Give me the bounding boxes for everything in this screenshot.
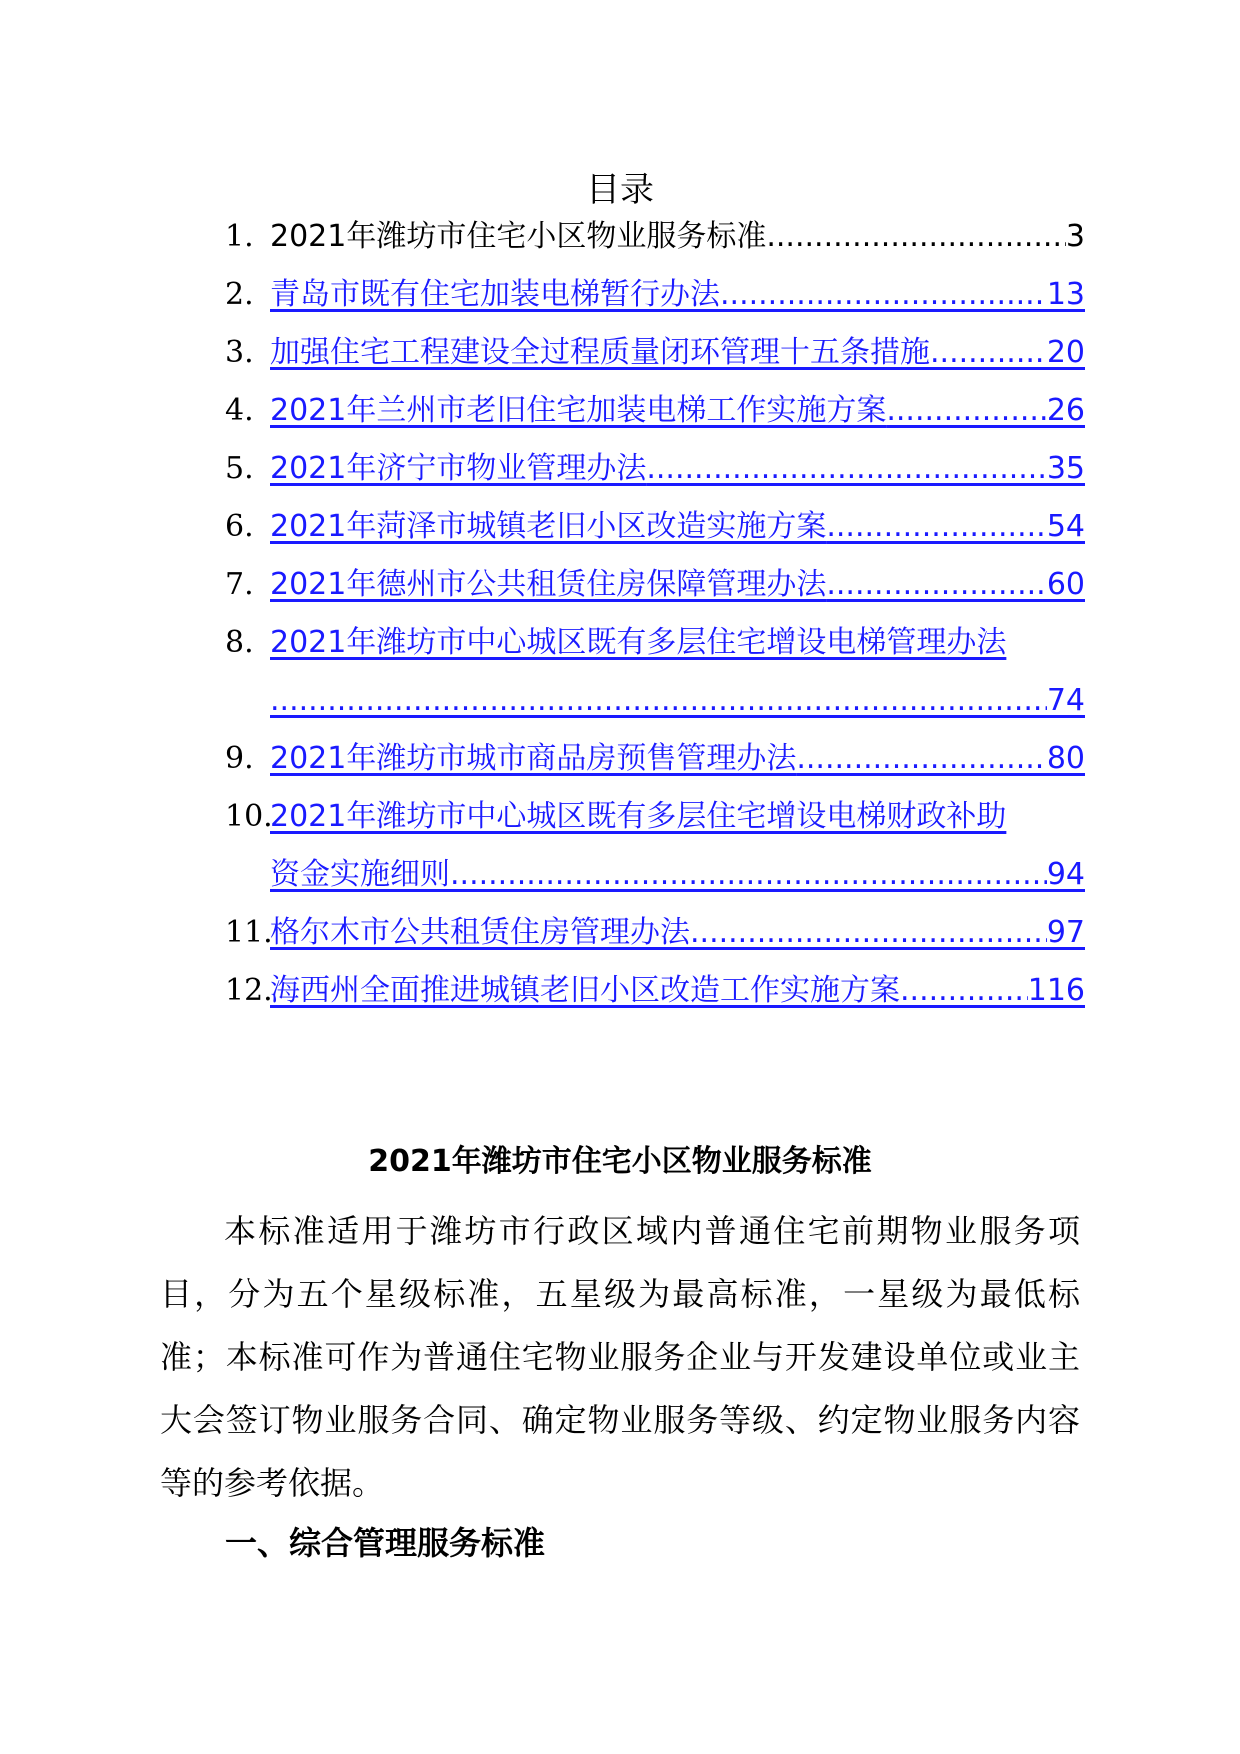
toc-link-continuation[interactable] [270,850,1085,900]
toc-item-number: 10. [225,799,273,834]
toc-entry-text: 2021年潍坊市城市商品房预售管理办法 [270,741,797,776]
toc-page-number: 54 [1046,509,1085,544]
toc-entry-text: 2021年潍坊市中心城区既有多层住宅增设电梯财政补助 [270,799,1007,834]
toc-leader-dots [646,444,1046,494]
section-heading: 一、综合管理服务标准 [225,1524,546,1562]
toc-page-number: 20 [1046,335,1085,370]
toc-link[interactable] [270,966,1085,1016]
toc-entry-text: 2021年潍坊市住宅小区物业服务标准 [270,219,767,254]
toc-entry-text: 2021年济宁市物业管理办法 [270,451,647,486]
toc-entry-text: 加强住宅工程建设全过程质量闭环管理十五条措施 [270,335,930,370]
toc-entry[interactable] [270,212,1085,262]
toc-item-number: 3. [225,335,254,370]
toc-leader-dots [826,560,1046,610]
toc-entry-text: 2021年潍坊市中心城区既有多层住宅增设电梯管理办法 [270,625,1007,660]
toc-link[interactable] [270,270,1085,320]
toc-entry-text: 资金实施细则 [270,857,450,892]
toc-leader-dots [270,676,1047,726]
toc-link[interactable] [270,734,1085,784]
toc-link[interactable] [270,502,1085,552]
toc-page-number: 74 [1046,683,1085,718]
toc-item[interactable] [225,792,1085,852]
toc-item[interactable] [225,386,1085,446]
toc-link[interactable] [270,444,1085,494]
toc-link[interactable] [270,386,1085,436]
toc-item[interactable] [225,618,1085,678]
toc-item-number: 11. [225,915,273,950]
toc-page-number: 13 [1046,277,1085,312]
toc-page-number: 97 [1046,915,1085,950]
toc-item[interactable] [225,560,1085,620]
toc-title: 目录 [586,170,654,210]
toc-item-number: 2. [225,277,254,312]
toc-item[interactable] [225,734,1085,794]
toc-item[interactable] [225,212,1085,272]
toc-item-number: 4. [225,393,254,428]
toc-link[interactable] [270,908,1085,958]
toc-entry-text: 青岛市既有住宅加装电梯暂行办法 [270,277,720,312]
toc-item-number: 6. [225,509,254,544]
toc-item-number: 1. [225,219,254,254]
document-title: 2021年潍坊市住宅小区物业服务标准 [368,1144,872,1179]
intro-paragraph: 本标准适用于潍坊市行政区域内普通住宅前期物业服务项目，分为五个星级标准，五星级为最高标准，一星级为最低标准；本标准可作为普通住宅物业服务企业与开发建设单位或业主大会签订物业服务合同、确定物业服务等级、约定物业服务内容等的参考依据。 [160,1212,1080,1502]
toc-leader-dots [826,502,1046,552]
toc-leader-dots [930,328,1047,378]
toc-link[interactable] [270,560,1085,610]
toc-item[interactable] [225,444,1085,504]
toc-item-number: 12. [225,973,273,1008]
toc-item-number: 5. [225,451,254,486]
toc-entry-text: 2021年兰州市老旧住宅加装电梯工作实施方案 [270,393,887,428]
toc-item[interactable] [225,328,1085,388]
toc-leader-dots [450,850,1047,900]
toc-leader-dots [900,966,1028,1016]
toc-leader-dots [690,908,1047,958]
toc-entry-text: 海西州全面推进城镇老旧小区改造工作实施方案 [270,973,900,1008]
toc-item[interactable] [225,270,1085,330]
toc-item-number: 8. [225,625,254,660]
toc-entry-text: 格尔木市公共租赁住房管理办法 [270,915,690,950]
toc-link[interactable] [270,328,1085,378]
toc-leader-dots [886,386,1046,436]
toc-item[interactable] [225,502,1085,562]
toc-item[interactable] [225,908,1085,968]
toc-leader-dots [720,270,1047,320]
toc-page-number: 60 [1046,567,1085,602]
toc-page-number: 35 [1046,451,1085,486]
toc-entry-text: 2021年德州市公共租赁住房保障管理办法 [270,567,827,602]
toc-link[interactable] [270,618,1085,668]
toc-link-continuation[interactable] [270,676,1085,726]
toc-item[interactable] [225,966,1085,1026]
toc-page-number: 94 [1046,857,1085,892]
toc-page-number: 3 [1065,219,1085,254]
toc-leader-dots [766,212,1066,262]
toc-leader-dots [796,734,1046,784]
toc-page-number: 80 [1046,741,1085,776]
toc-page-number: 26 [1046,393,1085,428]
toc-link[interactable] [270,792,1085,842]
toc-item-number: 7. [225,567,254,602]
toc-item-number: 9. [225,741,254,776]
toc-entry-text: 2021年菏泽市城镇老旧小区改造实施方案 [270,509,827,544]
toc-page-number: 116 [1027,973,1085,1008]
